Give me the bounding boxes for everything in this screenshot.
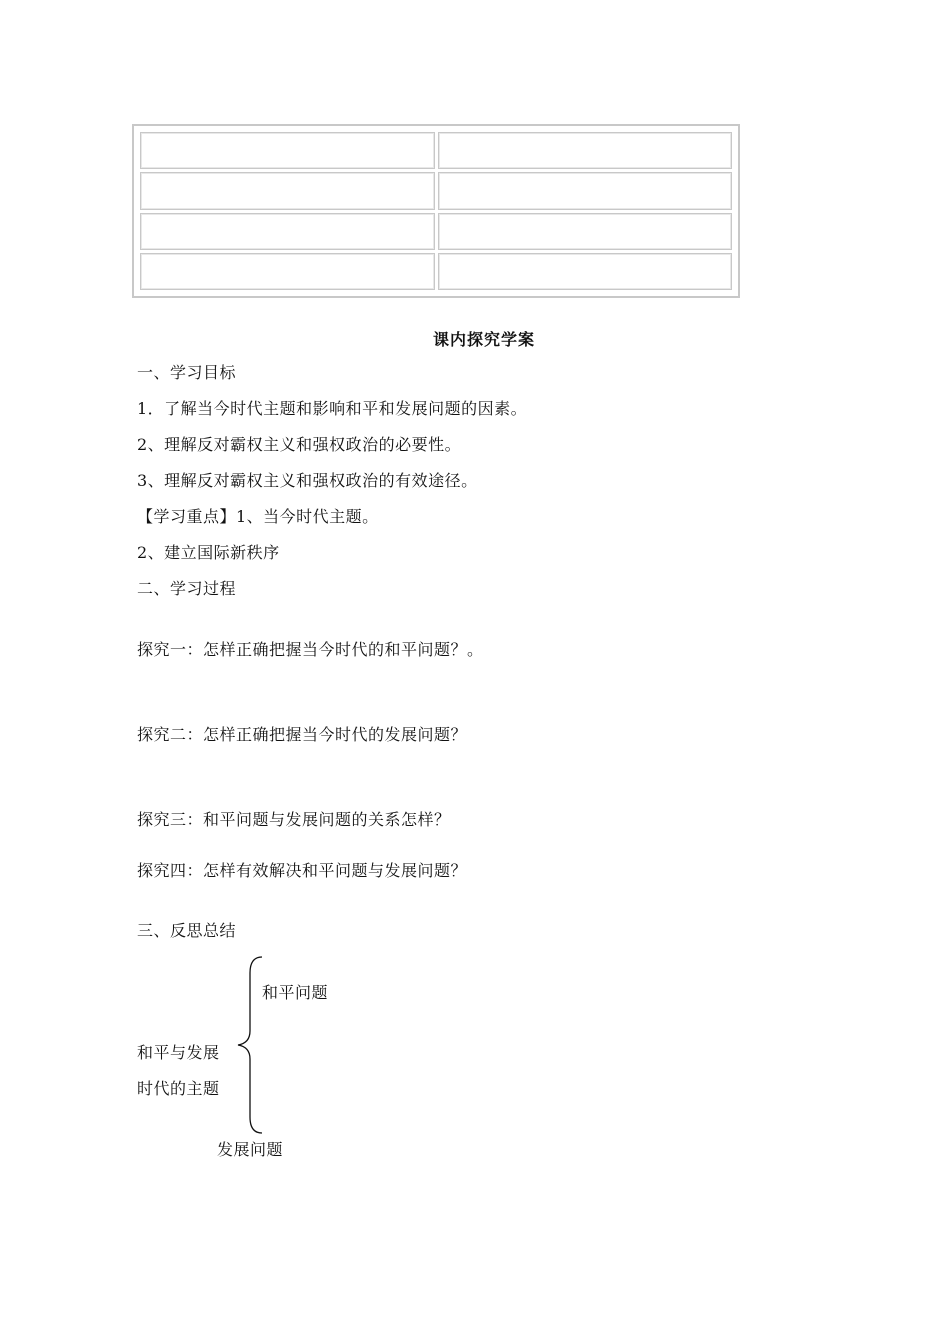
table-cell: [140, 213, 435, 250]
objective-item-3: 3、理解反对霸权主义和强权政治的有效途径。: [137, 471, 478, 490]
table-cell: [438, 132, 733, 169]
section1-heading: 一、学习目标: [137, 363, 237, 382]
table-cell: [438, 253, 733, 290]
table-row: [140, 132, 732, 169]
branch-bottom-label: 发展问题: [217, 1140, 284, 1159]
curly-brace-icon: [234, 955, 264, 1135]
table-cell: [140, 253, 435, 290]
section2-heading: 二、学习过程: [137, 579, 237, 598]
blank-table: [132, 124, 740, 298]
table-cell: [140, 172, 435, 209]
objective-item-2: 2、理解反对霸权主义和强权政治的必要性。: [137, 435, 462, 454]
inquiry-4: 探究四：怎样有效解决和平问题与发展问题？: [137, 861, 468, 880]
root-label-line2: 时代的主题: [137, 1079, 220, 1098]
key-points-2: 2、建立国际新秩序: [137, 543, 280, 562]
blank-table-grid: [137, 129, 735, 293]
key-points-line: 【学习重点】1、当今时代主题。: [137, 507, 379, 526]
table-cell: [140, 132, 435, 169]
inquiry-3: 探究三：和平问题与发展问题的关系怎样？: [137, 810, 451, 829]
page-title: 课内探究学案: [432, 330, 535, 349]
root-label-line1: 和平与发展: [137, 1043, 220, 1062]
objective-item-1: 1．了解当今时代主题和影响和平和发展问题的因素。: [137, 399, 528, 418]
branch-top-label: 和平问题: [262, 983, 329, 1002]
table-row: [140, 172, 732, 209]
inquiry-1: 探究一：怎样正确把握当今时代的和平问题？。: [137, 640, 484, 659]
inquiry-2: 探究二：怎样正确把握当今时代的发展问题？: [137, 725, 468, 744]
section3-heading: 三、反思总结: [137, 921, 237, 940]
table-cell: [438, 213, 733, 250]
table-row: [140, 253, 732, 290]
table-cell: [438, 172, 733, 209]
table-row: [140, 213, 732, 250]
